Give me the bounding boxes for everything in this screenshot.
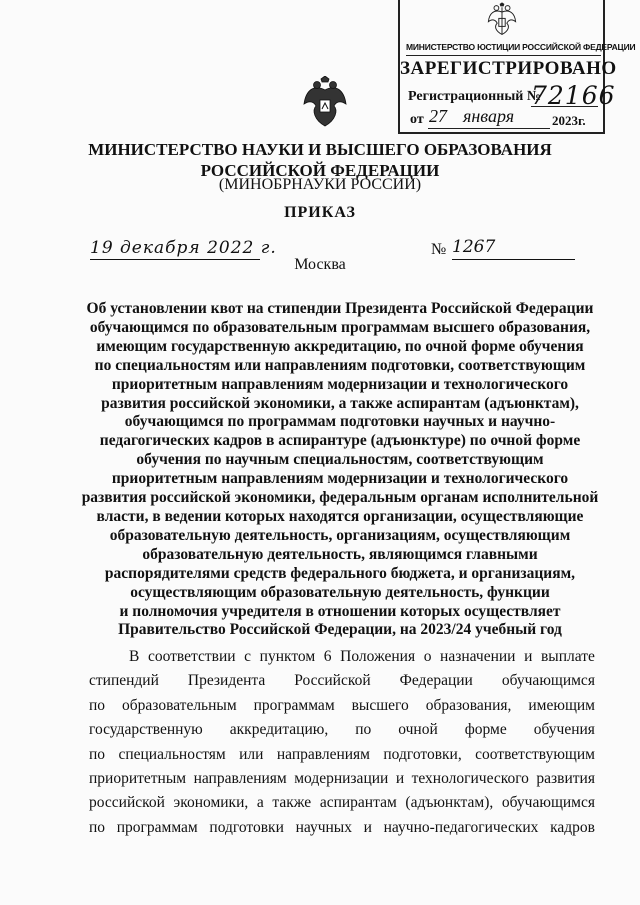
order-body [89,645,595,840]
body-word: стипендий [89,672,159,690]
body-line [89,743,595,767]
subject-line: по специальностям или направлениям подготовки, соответствующим [94,356,586,374]
subject-line: осуществляющим образовательную деятельность, функции [130,583,550,601]
subject-line: развития российской экономики, а также аспирантам (адъюнктам), [101,394,579,412]
body-word: и [363,818,372,836]
body-word: имеющим [528,696,595,714]
subject-line: педагогических кадров в аспирантуре (адъюнктуре) по очной форме [99,432,581,450]
body-word: Президента [187,672,266,690]
body-word: развития [536,770,595,788]
body-line [89,816,595,840]
body-line [89,718,595,742]
subject-line: приоритетным направлениям модернизации и технологического [111,375,569,393]
body-word: кадров [550,818,595,836]
body-word: образовательным [122,696,237,714]
stamp-date-underline [428,128,550,129]
body-word: научных [295,818,352,836]
order-title: ПРИКАЗ [284,204,356,221]
stamp-date-label: от [410,112,424,127]
order-date: 19 декабря 2022 г. [90,238,277,258]
body-word: обучающимся [501,672,595,690]
registration-stamp [398,0,636,134]
body-word: по [355,721,372,739]
stamp-regnum-label: Регистрационный № [408,89,541,104]
subject-line: обучающимся по программам подготовки научных и научно- [124,413,556,431]
subject-line: образовательную деятельность, организациям, осуществляющим [109,526,571,544]
body-word: соответствующим [475,745,595,763]
body-word: (адъюнктам), [405,794,494,812]
body-line [89,669,595,693]
order-number-value: 1267 [452,237,496,257]
body-word: Положения [340,648,416,665]
subject-line: развития российской экономики, федеральным органам исполнительной [81,489,599,507]
body-word: по [89,745,106,763]
body-word: аспирантам [319,794,397,812]
body-word: также [272,794,312,812]
body-word: программам [116,818,198,836]
body-line [89,694,595,718]
subject-line: Правительство Российской Федерации, на 2023/24 учебный год [118,621,562,639]
subject-line: имеющим государственную аккредитацию, по очной форме обучения [96,337,584,355]
body-word: государственную [89,721,203,739]
body-word: и [524,648,533,665]
body-line [89,645,595,669]
body-word: направлениям [193,770,287,788]
body-word: Российской [294,672,371,690]
body-word: образования, [425,696,512,714]
body-line [89,791,595,815]
body-word: направлениям [276,745,370,763]
subject-line: приоритетным направлениям модернизации и технологического [111,470,569,488]
body-word: и [395,770,405,788]
body-word: специальностям [118,745,226,763]
ministry-short-name: (МИНОБРНАУКИ РОССИИ) [218,176,422,193]
body-word: обучения [533,721,595,739]
body-word: соответствии [147,648,236,665]
double-headed-eagle-icon [486,2,518,38]
body-word: очной [398,721,438,739]
body-word: выплате [540,648,595,665]
body-word: программам [253,696,335,714]
order-number-label: № [431,241,447,258]
body-word: обучающимся [501,794,595,812]
stamp-date-day: 27 [429,106,447,126]
body-word: научно-педагогических [383,818,539,836]
ministry-name-line-2: РОССИЙСКОЙ ФЕДЕРАЦИИ [200,161,440,180]
subject-line: распорядителями средств федерального бюджета, и организациям, [104,564,576,582]
body-word: Федерации [399,672,473,690]
subject-line: Об установлении квот на стипендии Президента Российской Федерации [86,300,594,317]
body-word: технологического [411,770,529,788]
body-word: подготовки, [383,745,462,763]
body-word: подготовки [209,818,284,836]
body-word: форме [464,721,507,739]
body-word: с [244,648,252,665]
body-word: высшего [351,696,409,714]
body-word: приоритетным [89,770,187,788]
subject-line: и полномочия учредителя в отношении которых осуществляет [119,602,561,620]
body-word: пунктом [259,648,316,665]
city: Москва [294,256,346,273]
body-word: экономики, [173,794,249,812]
coat-of-arms-icon [302,76,348,128]
body-word: российской [89,794,165,812]
body-line [89,767,595,791]
stamp-regnum-value: 72166 [531,81,616,110]
body-word: а [256,794,264,812]
body-word: или [239,745,264,763]
stamp-regnum-underline [531,106,598,107]
subject-line: обучающимся по образовательным программам высшего образования, [89,318,591,336]
body-word: о [423,648,432,665]
body-word: модернизации [294,770,389,788]
body-word: по [89,696,106,714]
body-word: В [129,648,140,665]
subject-line: образовательную деятельность, являющимся главными [142,545,538,563]
order-subject [80,300,600,640]
stamp-ministry-name: МИНИСТЕРСТВО ЮСТИЦИИ РОССИЙСКОЙ ФЕДЕРАЦИИ [406,42,601,56]
body-word: 6 [323,648,332,665]
stamp-date-month: января [463,106,515,126]
body-word: по [89,818,106,836]
stamp-registered-label: ЗАРЕГИСТРИРОВАНО [400,58,617,79]
subject-line: власти, в ведении которых находятся организации, осуществляющие [96,507,584,525]
stamp-date-year: 2023г. [552,113,586,128]
body-word: аккредитацию, [229,721,329,739]
subject-line: обучения по научным специальностям, соответствующим [136,451,544,469]
body-word: назначении [440,648,516,665]
ministry-name-line-1: МИНИСТЕРСТВО НАУКИ И ВЫСШЕГО ОБРАЗОВАНИЯ [88,140,552,159]
